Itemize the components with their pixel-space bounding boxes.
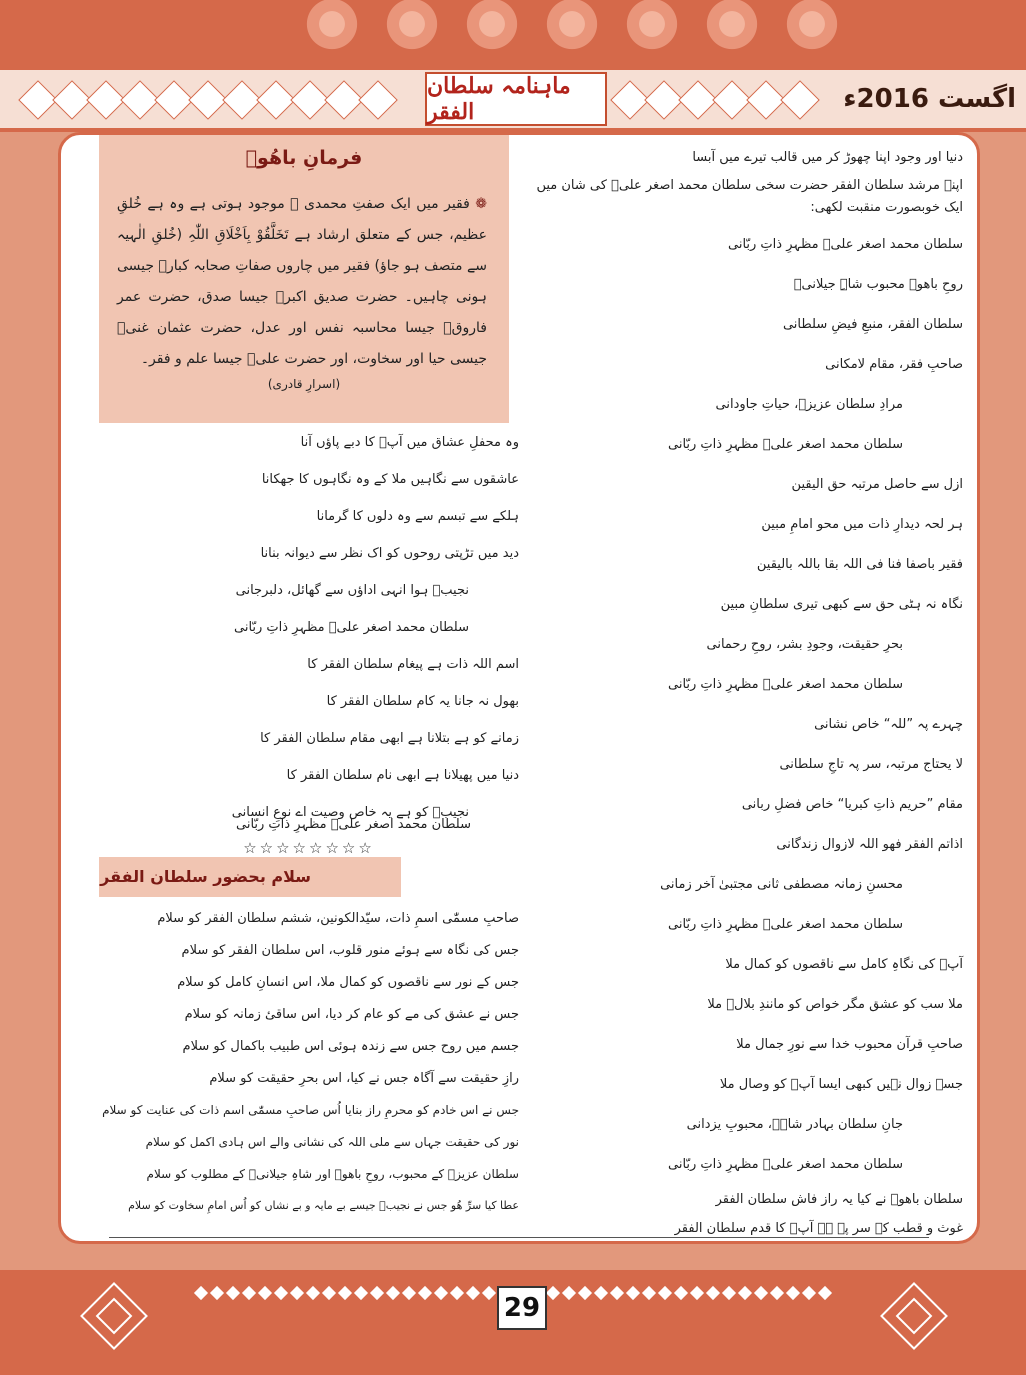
diamond-icon <box>642 1286 656 1300</box>
diamond-icon <box>402 1286 416 1300</box>
diamond-icon <box>754 1286 768 1300</box>
verse-line: محسنِ زمانہ مصطفی ثانی مجتبیٰ آخر زمانی <box>660 877 903 892</box>
salam-line: جس کے نور سے ناقصوں کو کمال ملا، اس انسانِ کامل کو سلام <box>177 975 519 990</box>
diamond-icon <box>780 80 820 120</box>
footnotes <box>597 1243 917 1244</box>
diamond-icon <box>770 1286 784 1300</box>
verse-line: چہرے پہ ”للہ“ خاص نشانی <box>814 717 963 732</box>
flower-ornament-icon <box>540 0 604 56</box>
diamond-icon <box>210 1286 224 1300</box>
farman-body: فقیر میں ایک صفتِ محمدی ﷺ موجود ہوتی ہے وہ ہے خُلقِ عظیم، جس کے متعلق ارشاد ہے تَخَلَّقُوْ بِاَخْلَاقِ اللّٰہِ (خُلقِ الٰہیہ سے متصف ہو جاؤ) فقیر میں چاروں صفاتِ صحابہ کبارؓ جیسی ہونی چاہیں۔ حضرت صدیق اکبرؓ جیسا صدق، حضرت عمر فاروقؓ جیسا محاسبہ نفس اور عدل، حضرت عثمان غنیؓ جیسی حیا اور سخاوت، اور حضرت علیؓ جیسا علم و فقر۔ <box>117 196 487 367</box>
diamond-icon <box>354 1286 368 1300</box>
verse-line: نجیبؔ کو ہے یہ خاص وصیت اے نوعِ انسانی <box>231 805 469 820</box>
verse-line: بحرِ حقیقت، وجودِ بشر، روحِ رحمانی <box>706 637 903 652</box>
issue-date: اگست 2016ء <box>843 84 1016 114</box>
diamond-icon <box>258 1286 272 1300</box>
diamond-icon <box>658 1286 672 1300</box>
farman-title: فرمانِ باھُوؒ <box>245 147 363 169</box>
diamond-icon <box>290 1286 304 1300</box>
diamond-icon <box>818 1286 832 1300</box>
verse-line: سلطان محمد اصغر علیؒ مظہرِ ذاتِ ربّانی <box>667 677 903 692</box>
verse-line: صاحبِ قرآن محبوب خدا سے نورِ جمال ملا <box>736 1037 963 1052</box>
verse-line: مقام ”حریم ذاتِ کبریا“ خاص فضلِ ربانی <box>741 797 963 812</box>
star-divider: ☆☆☆☆☆☆☆☆ <box>243 839 375 857</box>
verse-line: ازل سے حاصل مرتبہ حق الیقین <box>791 477 963 492</box>
verse-line: سلطان باھوؒ نے کیا یہ راز فاش سلطان الفقر <box>715 1192 963 1207</box>
salam-line: جس کی نگاہ سے ہوئے منور قلوب، اس سلطان الفقر کو سلام <box>181 943 519 958</box>
diamond-icon <box>338 1286 352 1300</box>
left-column <box>99 435 519 845</box>
right-column <box>523 143 963 1244</box>
diamond-icon <box>242 1286 256 1300</box>
diamond-icon <box>722 1286 736 1300</box>
diamond-icon <box>578 1286 592 1300</box>
verse-line: سلطان محمد اصغر علیؒ مظہرِ ذاتِ ربّانی <box>667 1157 903 1172</box>
verse-line: زمانے کو ہے بتلانا ہے ابھی مقام سلطان الفقر کا <box>260 731 519 746</box>
first-line: دنیا اور وجود اپنا چھوڑ کر میں قالب تیرے میں آبسا <box>692 150 963 165</box>
diamond-icon <box>482 1286 496 1300</box>
diamond-icon <box>466 1286 480 1300</box>
verse-line: روحِ باھوؒ محبوب شاہِ جیلانیؒ <box>793 277 963 292</box>
salam-line: سلطان عزیزؒ کے محبوب، روحِ باھوؒ اور شاہِ جیلانیؒ کے مطلوب کو سلام <box>146 1167 519 1181</box>
diamond-icon <box>358 80 398 120</box>
flower-ornament-icon <box>460 0 524 56</box>
verse-line: جانِ سلطان بہادر شاہؒ، محبوبِ یزدانی <box>686 1117 903 1132</box>
magazine-logo <box>425 72 607 126</box>
diamond-icon <box>706 1286 720 1300</box>
farman-source: (اسرارِ قادری) <box>267 377 341 391</box>
verse-line: صاحبِ فقر، مقام لامکانی <box>825 357 963 372</box>
flower-ornament-icon <box>780 0 844 56</box>
diamond-icon <box>322 1286 336 1300</box>
verse-line: سلطان محمد اصغر علیؒ مظہرِ ذاتِ ربّانی <box>667 917 903 932</box>
diamond-icon <box>386 1286 400 1300</box>
footnote-divider <box>109 1237 929 1238</box>
intro-text: اپنے مرشد سلطان الفقر حضرت سخی سلطان محمد اصغر علیؒ کی شان میں ایک خوبصورت منقبت لکھی: <box>536 178 963 215</box>
page-number: 29 <box>497 1286 547 1330</box>
verse-line: نجیبؔ ہوا انہی اداؤں سے گھائل، دلبرجانی <box>235 583 469 598</box>
verse-line: دید میں تڑپتی روحوں کو اک نظر سے دیوانہ بنانا <box>260 546 519 561</box>
flower-ornament-icon <box>300 0 364 56</box>
farman-text <box>99 181 509 375</box>
diamond-icon <box>370 1286 384 1300</box>
diamond-icon <box>786 1286 800 1300</box>
diamond-ornament-row-right <box>616 80 814 120</box>
diamond-icon <box>690 1286 704 1300</box>
farman-box <box>99 135 509 423</box>
verse-line: نگاہ نہ ہٹی حق سے کبھی تیری سلطانِ مبین <box>720 597 963 612</box>
verse-line: ملا سب کو عشق مگر خواص کو مانندِ بلالؓ ملا <box>707 997 963 1012</box>
diamond-icon <box>274 1286 288 1300</box>
diamond-icon <box>434 1286 448 1300</box>
salam-title: سلام بحضور سلطان الفقر <box>99 857 401 897</box>
salam-line: نور کی حقیقت جہاں سے ملی اللہ کی نشانی والے اس ہادی اکمل کو سلام <box>145 1135 519 1149</box>
salam-line: عطا کیا سرِّ ھُو جس نے نجیبؔ جیسے بے مایہ و بے نشاں کو اُس امامِ سخاوت کو سلام <box>128 1199 519 1212</box>
diamond-icon <box>626 1286 640 1300</box>
salam-line: رازِ حقیقت سے آگاہ جس نے کیا، اس بحرِ حقیقت کو سلام <box>209 1071 519 1086</box>
diamond-icon <box>226 1286 240 1300</box>
verse-line: وہ محفلِ عشاق میں آپؒ کا دبے پاؤں آنا <box>300 435 519 450</box>
diamond-icon <box>610 1286 624 1300</box>
diamond-icon <box>306 1286 320 1300</box>
verse-line: غوث و قطب کے سر پہ ہے آپؒ کا قدم سلطان الفقر <box>674 1221 963 1236</box>
verse-line: جسے زوال نہیں کبھی ایسا آپؒ کو وصال ملا <box>719 1077 963 1092</box>
diamond-icon <box>562 1286 576 1300</box>
verse-line: ہر لحہ دیدارِ ذات میں محو امامِ مبین <box>761 517 963 532</box>
salam-line: جس نے اس خادم کو محرمِ راز بنایا اُس صاحبِ مسمّٰی اسم ذات کی عنایت کو سلام <box>102 1103 519 1117</box>
verse-line: سلطان محمد اصغر علیؒ مظہرِ ذاتِ ربّانی <box>727 237 963 252</box>
page-content <box>58 132 980 1244</box>
verse-line: اذاتم الفقر فھو اللہ لازوال زندگانی <box>776 837 963 852</box>
diamond-ornament-row-left <box>24 80 392 120</box>
diamond-icon <box>802 1286 816 1300</box>
diamond-icon <box>674 1286 688 1300</box>
salam-line: جسم میں روح جس سے زندہ ہوئی اس طبیب باکمال کو سلام <box>182 1039 519 1054</box>
diamond-icon <box>546 1286 560 1300</box>
flower-ornament-icon <box>700 0 764 56</box>
diamond-icon <box>738 1286 752 1300</box>
verse-line: فقیر باصفا فنا فی اللہ بقا باللہ بالیقین <box>756 557 963 572</box>
verse-line: ہلکے سے تبسم سے وہ دلوں کا گرمانا <box>316 509 519 524</box>
verse-line: سلطان محمد اصغر علیؒ مظہرِ ذاتِ ربّانی <box>235 817 471 832</box>
diamond-icon <box>450 1286 464 1300</box>
verse-line: سلطان الفقر، منبعِ فیضِ سلطانی <box>782 317 963 332</box>
magazine-name: ماہنامہ سلطان الفقر <box>427 73 571 125</box>
flower-bullet-icon: ❁ <box>469 196 487 212</box>
diamond-icon <box>594 1286 608 1300</box>
verse-line: بھول نہ جانا یہ کام سلطان الفقر کا <box>326 694 519 709</box>
verse-line: لا یحتاج مرتبہ، سر پہ تاجِ سلطانی <box>779 757 963 772</box>
verse-line: سلطان محمد اصغر علیؒ مظہرِ ذاتِ ربّانی <box>233 620 469 635</box>
verse-line: آپؒ کی نگاہِ کامل سے ناقصوں کو کمال ملا <box>725 957 963 972</box>
verse-line: عاشقوں سے نگاہیں ملا کے وہ نگاہوں کا جھکانا <box>261 472 519 487</box>
salam-line: جس نے عشق کی مے کو عام کر دیا، اس ساقیٔ زمانہ کو سلام <box>184 1007 519 1022</box>
flower-ornament-icon <box>380 0 444 56</box>
flower-ornament-icon <box>620 0 684 56</box>
verse-line: دنیا میں پھیلانا ہے ابھی نام سلطان الفقر کا <box>286 768 519 783</box>
diamond-icon <box>418 1286 432 1300</box>
verse-line: اسم اللہ ذات ہے پیغام سلطان الفقر کا <box>307 657 519 672</box>
diamond-icon <box>194 1286 208 1300</box>
salam-line: صاحبِ مسمّٰی اسمِ ذات، سیّدالکونین، ششم سلطان الفقر کو سلام <box>157 911 519 926</box>
verse-line: مرادِ سلطان عزیزؒ، حیاتِ جاودانی <box>715 397 903 412</box>
verse-line: سلطان محمد اصغر علیؒ مظہرِ ذاتِ ربّانی <box>667 437 903 452</box>
verse-line <box>523 1243 963 1244</box>
